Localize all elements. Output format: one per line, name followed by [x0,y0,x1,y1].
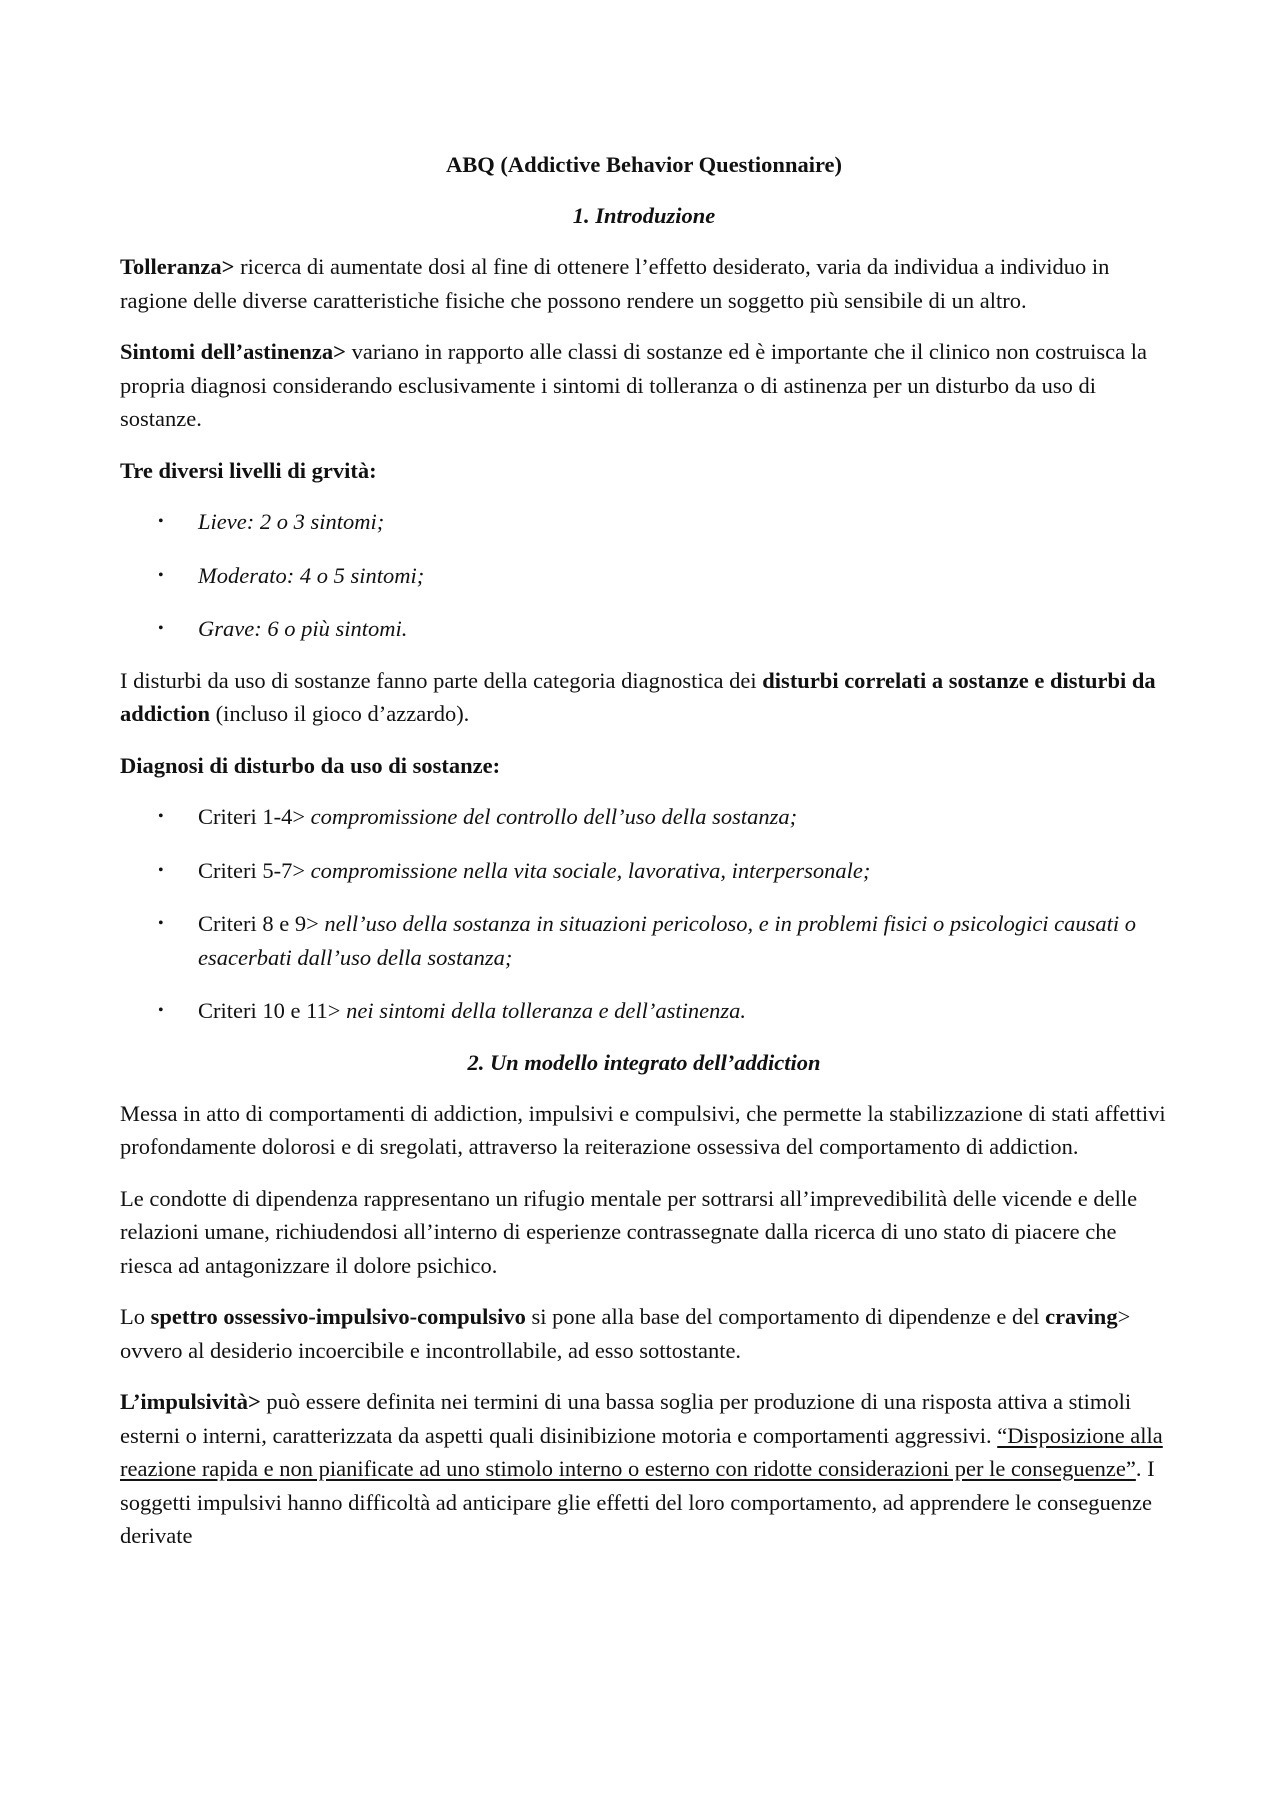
list-item [120,854,1168,888]
text-disturbi-pre: I disturbi da uso di sostanze fanno parte della categoria diagnostica dei [120,667,763,693]
section-2-title: 2. Un modello integrato dell’addiction [467,1049,821,1075]
text-spettro-post: > ovvero al desiderio incoercibile e incontrollabile, ad esso sottostante. [120,1304,1131,1363]
heading-diagnosi-text: Diagnosi di disturbo da uso di sostanze: [120,752,501,778]
heading-livelli-text: Tre diversi livelli di grvità: [120,457,377,483]
text-spettro-mid: si pone alla base del comportamento di dipendenze e del [525,1304,1046,1329]
term-craving: craving [1045,1304,1118,1329]
list-item [120,612,1168,646]
list-item [120,505,1168,539]
paragraph-tolleranza [120,250,1168,317]
text-disturbi-post: (incluso il gioco d’azzardo). [210,701,470,726]
term-impulsivita: L’impulsività> [120,1389,261,1414]
bullet-icon: • [158,620,164,637]
bullet-icon: • [158,861,164,879]
text-tolleranza: ricerca di aumentate dosi al fine di ottenere l’effetto desiderato, varia da individua a individuo in ragione delle diverse caratteristiche fisiche che possono rendere un soggetto più sensibile di un altro. [120,254,1110,313]
text-spettro-pre: Lo [120,1304,151,1329]
text-impulsivita-2: . I soggetti impulsivi hanno difficoltà ad anticipare glie effetti del loro comportamento, ad apprendere le conseguenze derivate [120,1456,1155,1548]
livello-lieve: Lieve: 2 o 3 sintomi; [198,509,385,534]
bullet-icon: • [158,808,164,825]
paragraph-messa-in-atto: Messa in atto di comportamenti di addiction, impulsivi e compulsivi, che permette la stabilizzazione di stati affettivi profondamente dolorosi e di sregolati, attraverso la reiterazione ossessiva del comportamento di addiction. [120,1100,1166,1159]
list-item [120,907,1168,974]
term-astinenza: Sintomi dell’astinenza> [120,339,346,364]
term-disturbi-correlati: disturbi correlati a sostanze e disturbi da addiction [120,667,1156,726]
paragraph-impulsivita [120,1385,1168,1553]
criterio-label: Criteri 5-7> [198,857,306,883]
bullet-icon: • [158,1002,164,1019]
bullet-icon: • [158,566,164,584]
criterio-label: Criteri 10 e 11> [198,998,341,1023]
document-title: ABQ (Addictive Behavior Questionnaire) [445,152,843,177]
paragraph-spettro [120,1300,1168,1367]
criterio-text: nell’uso della sostanza in situazioni pericoloso, e in problemi fisici o psicologici causati o esacerbati dall’uso della sostanza; [198,911,1137,970]
text-astinenza: variano in rapporto alle classi di sostanze ed è importante che il clinico non costruisca la propria diagnosi considerando esclusivamente i sintomi di tolleranza o di astinenza per un disturbo da uso di sostanze. [120,339,1147,431]
section-1-title: 1. Introduzione [572,203,716,228]
term-spettro: spettro ossessivo-impulsivo-compulsivo [150,1304,526,1329]
heading-diagnosi [120,749,1168,783]
criterio-text: nei sintomi della tolleranza e dell’astinenza. [340,998,747,1023]
list-livelli [120,505,1168,646]
criterio-text: compromissione nella vita sociale, lavorativa, interpersonale; [305,857,871,883]
quote-definizione: “Disposizione alla reazione rapida e non pianificate ad uno stimolo interno o esterno con ridotte considerazioni per le conseguenze” [120,1422,1163,1481]
livello-grave: Grave: 6 o più sintomi. [198,616,408,641]
list-item [120,994,1168,1028]
list-item [120,559,1168,593]
text-impulsivita-1: può essere definita nei termini di una bassa soglia per produzione di una risposta attiva a stimoli esterni o interni, caratterizzata da aspetti quali disinibizione motoria e comportamenti aggressivi. [120,1389,1132,1448]
criterio-text: compromissione del controllo dell’uso della sostanza; [305,804,798,829]
criterio-label: Criteri 1-4> [198,804,306,829]
list-item [120,800,1168,834]
list-criteri [120,800,1168,1028]
document-body [120,148,1168,1571]
paragraph-condotte: Le condotte di dipendenza rappresentano un rifugio mentale per sottrarsi all’imprevedibilità delle vicende e delle relazioni umane, richiudendosi all’interno di esperienze contrassegnate dalla ricerca di uno stato di piacere che riesca ad antagonizzare il dolore psichico. [120,1185,1138,1278]
term-tolleranza: Tolleranza> [120,254,235,279]
heading-livelli [120,454,1168,488]
criterio-label: Criteri 8 e 9> [198,911,319,936]
bullet-icon: • [158,915,164,932]
paragraph-astinenza [120,335,1168,436]
paragraph-disturbi [120,664,1168,731]
livello-moderato: Moderato: 4 o 5 sintomi; [198,562,425,588]
bullet-icon: • [158,513,164,530]
